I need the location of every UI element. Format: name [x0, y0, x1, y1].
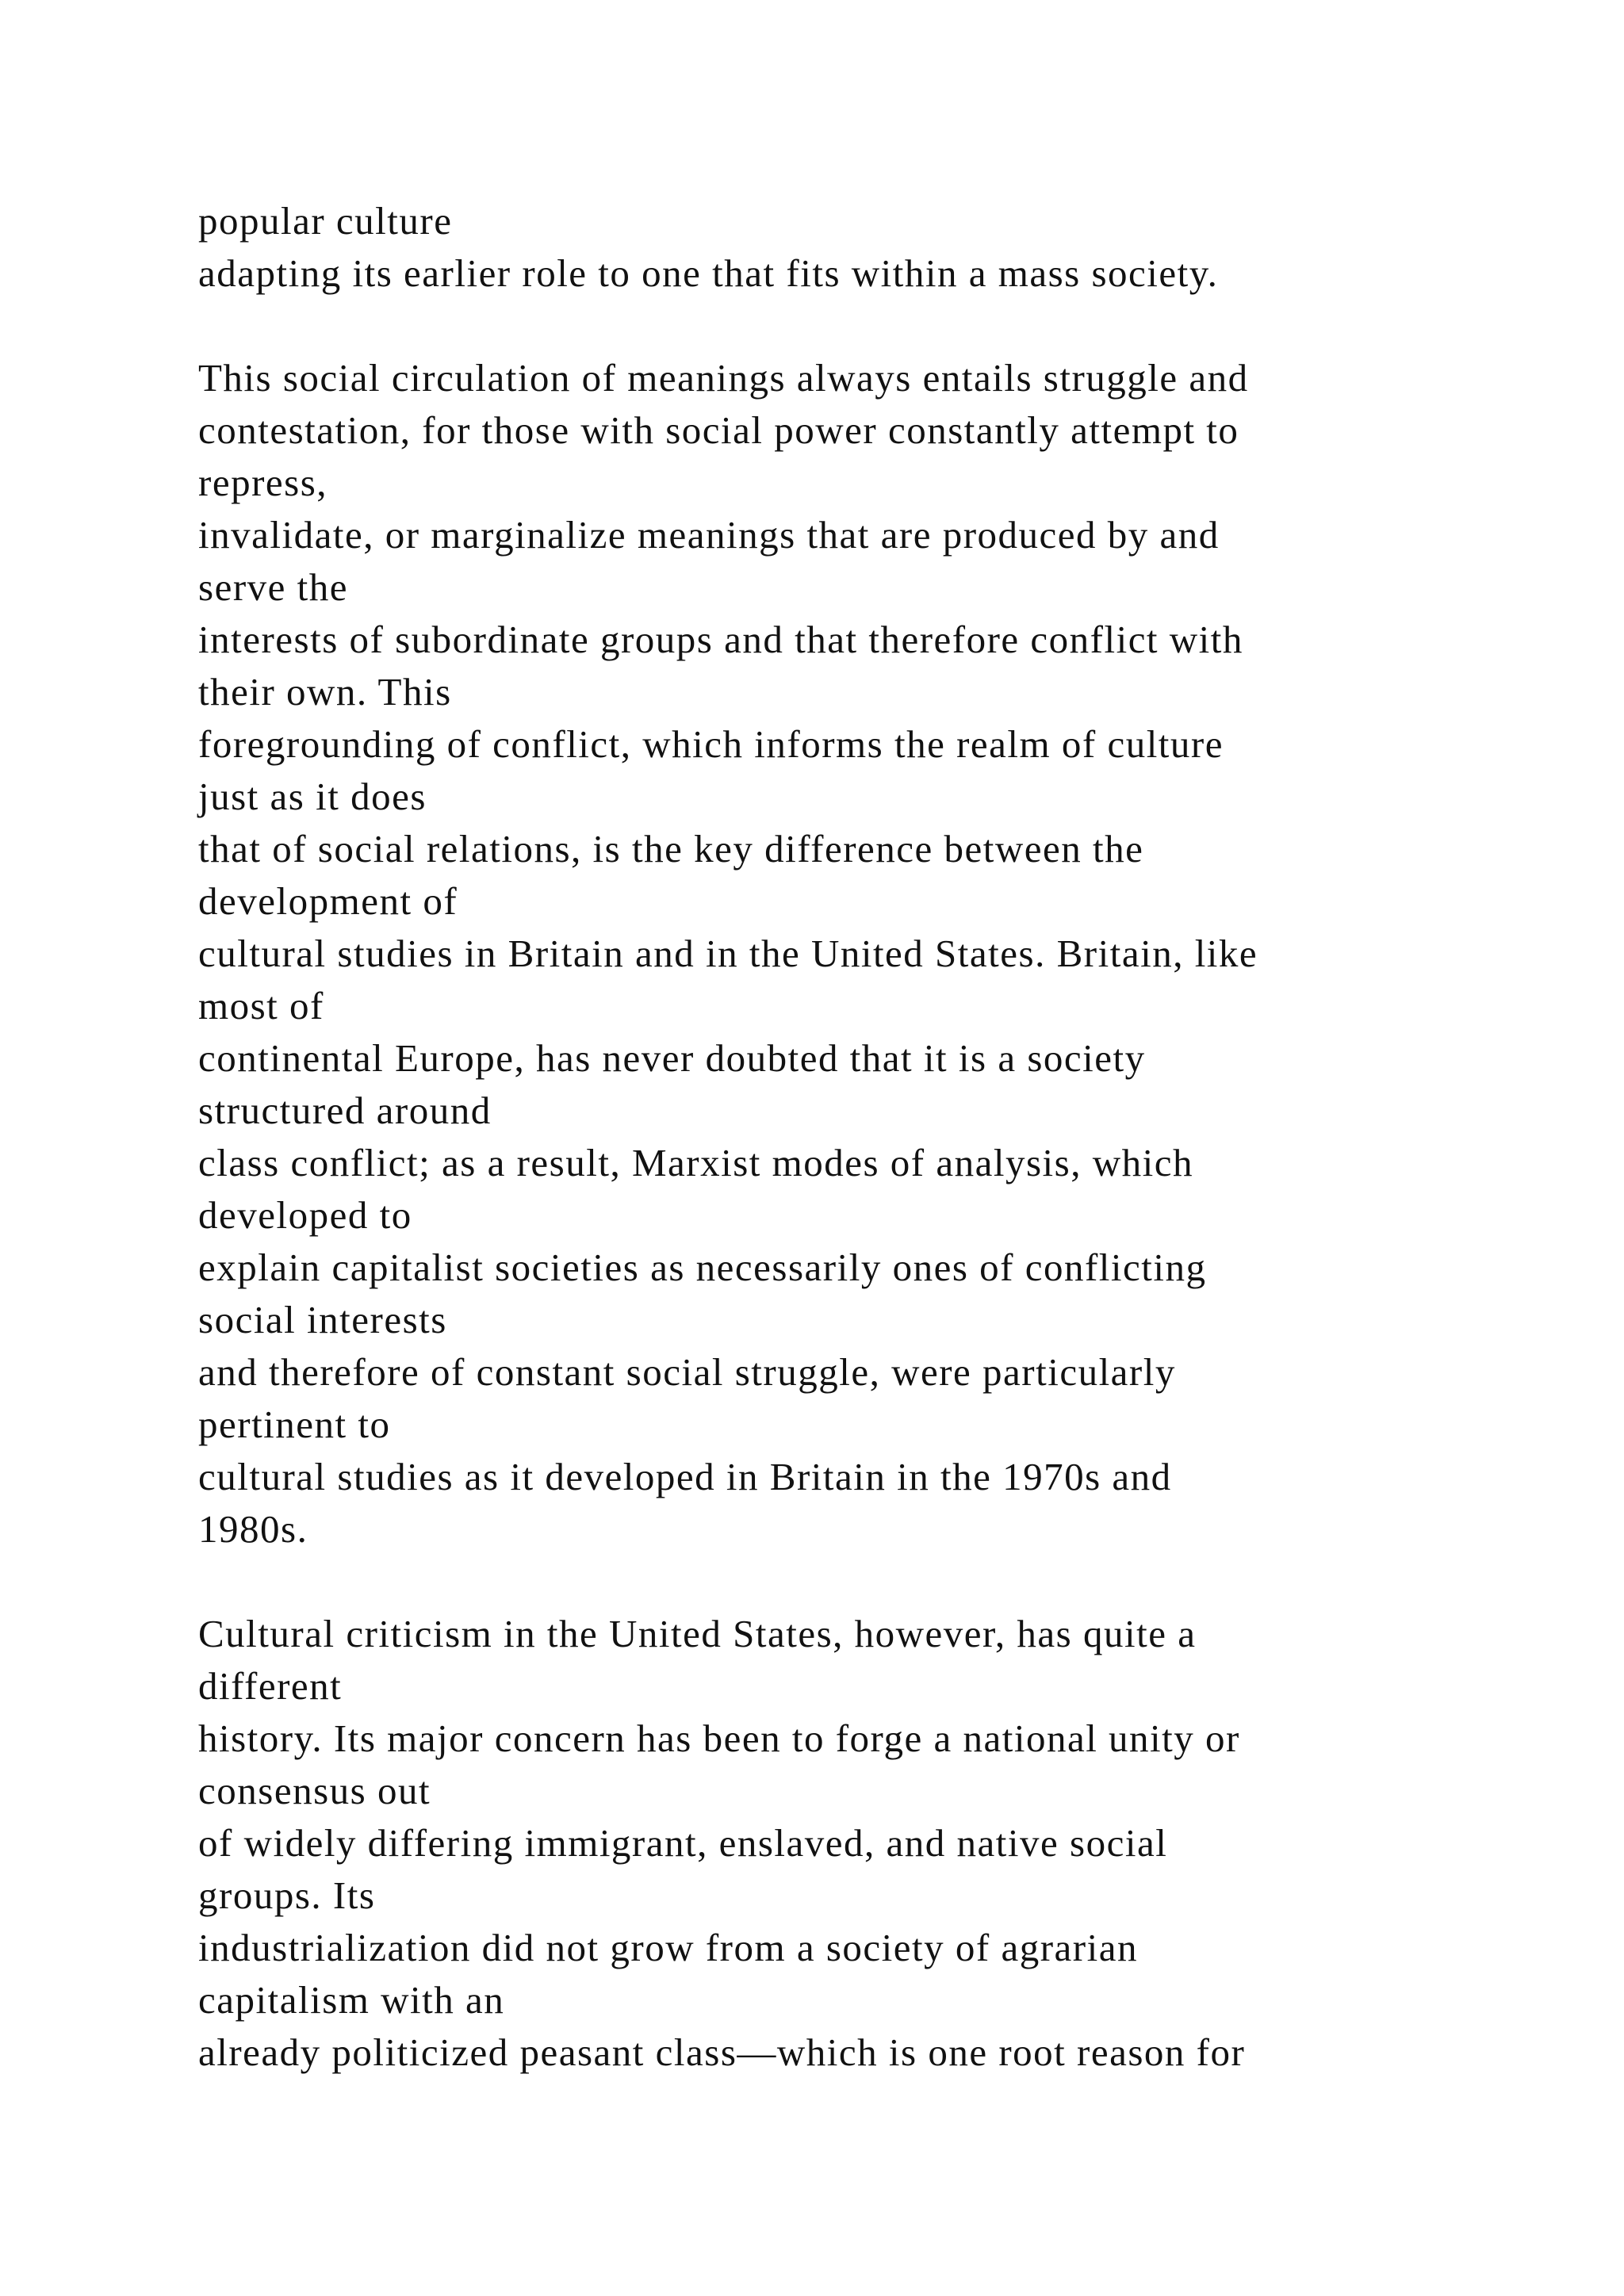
text-line: class conflict; as a result, Marxist modes of analysis, which [198, 1141, 1193, 1184]
text-line: that of social relations, is the key difference between the [198, 827, 1144, 871]
text-line: invalidate, or marginalize meanings that are produced by and [198, 513, 1220, 557]
text-line: just as it does [198, 775, 427, 818]
text-line: history. Its major concern has been to forge a national unity or [198, 1716, 1240, 1760]
text-line: pertinent to [198, 1402, 391, 1446]
paragraph-break [198, 1556, 1594, 1608]
text-line: their own. This [198, 670, 452, 714]
text-line: social interests [198, 1298, 447, 1341]
text-line: continental Europe, has never doubted that it is a society [198, 1036, 1146, 1080]
text-line: of widely differing immigrant, enslaved, and native social [198, 1821, 1168, 1865]
text-line: development of [198, 879, 458, 923]
text-line: serve the [198, 565, 348, 609]
text-line: interests of subordinate groups and that therefore conflict with [198, 618, 1243, 661]
text-line: explain capitalist societies as necessarily ones of conflicting [198, 1246, 1207, 1289]
text-line: capitalism with an [198, 1978, 505, 2022]
text-line: cultural studies as it developed in Britain in the 1970s and [198, 1455, 1172, 1498]
text-line: contestation, for those with social power constantly attempt to [198, 408, 1239, 452]
text-line: consensus out [198, 1769, 431, 1812]
text-line: adapting its earlier role to one that fits within a mass society. [198, 251, 1219, 295]
text-line: cultural studies in Britain and in the United States. Britain, like [198, 932, 1258, 975]
text-line: repress, [198, 461, 328, 504]
text-line: This social circulation of meanings always entails struggle and [198, 356, 1249, 400]
text-line: 1980s. [198, 1507, 308, 1551]
text-line: developed to [198, 1193, 412, 1237]
text-line: popular culture [198, 199, 453, 243]
text-line: Cultural criticism in the United States, however, has quite a [198, 1612, 1197, 1655]
paragraph-break [198, 300, 1594, 352]
text-line: industrialization did not grow from a society of agrarian [198, 1926, 1138, 1969]
text-line: already politicized peasant class—which is one root reason for [198, 2030, 1246, 2074]
body-text [198, 195, 1594, 2079]
text-line: structured around [198, 1089, 492, 1132]
text-line: different [198, 1664, 343, 1708]
text-line: most of [198, 984, 324, 1027]
text-line: foregrounding of conflict, which informs the realm of culture [198, 722, 1224, 766]
text-line: groups. Its [198, 1873, 376, 1917]
text-line: and therefore of constant social struggle, were particularly [198, 1350, 1176, 1394]
